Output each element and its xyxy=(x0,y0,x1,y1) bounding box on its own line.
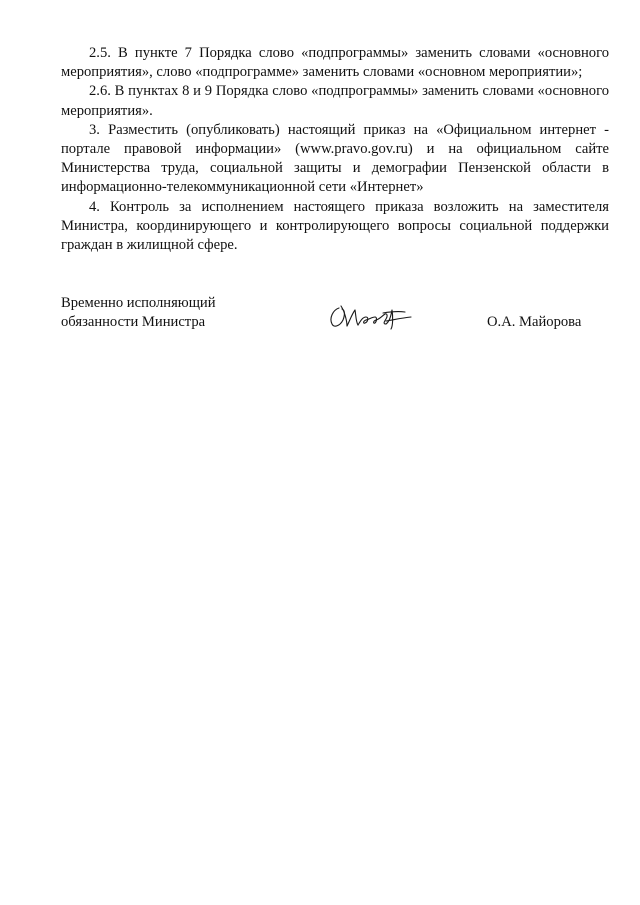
handwritten-signature-icon xyxy=(325,300,425,330)
paragraph-2-5: 2.5. В пункте 7 Порядка слово «подпрограммы» заменить словами «основного мероприятия», слово «подпрограмме» заменить словами «основном мероприятии»; xyxy=(61,45,609,81)
paragraph-2-6: 2.6. В пунктах 8 и 9 Порядка слово «подпрограммы» заменить словами «основного мероприятия». xyxy=(61,83,609,119)
signer-position xyxy=(61,294,216,332)
paragraph-4: 4. Контроль за исполнением настоящего приказа возложить на заместителя Министра, координирующего и контролирующего вопросы социальной поддержки граждан в жилищной сфере. xyxy=(61,198,609,254)
paragraph-3: 3. Разместить (опубликовать) настоящий приказ на «Официальном интернет - портале правовой информации» (www.pravo.gov.ru) и на официальном сайте Министерства труда, социальной защиты и демографии Пензенской области в информационно-телекоммуникационной сети «Интернет» xyxy=(61,121,609,196)
signer-position-line-1: Временно исполняющий xyxy=(61,295,216,311)
document-body xyxy=(61,44,609,255)
signer-name: О.А. Майорова xyxy=(487,314,582,330)
signature-block xyxy=(61,294,609,354)
signer-position-line-2: обязанности Министра xyxy=(61,314,206,331)
